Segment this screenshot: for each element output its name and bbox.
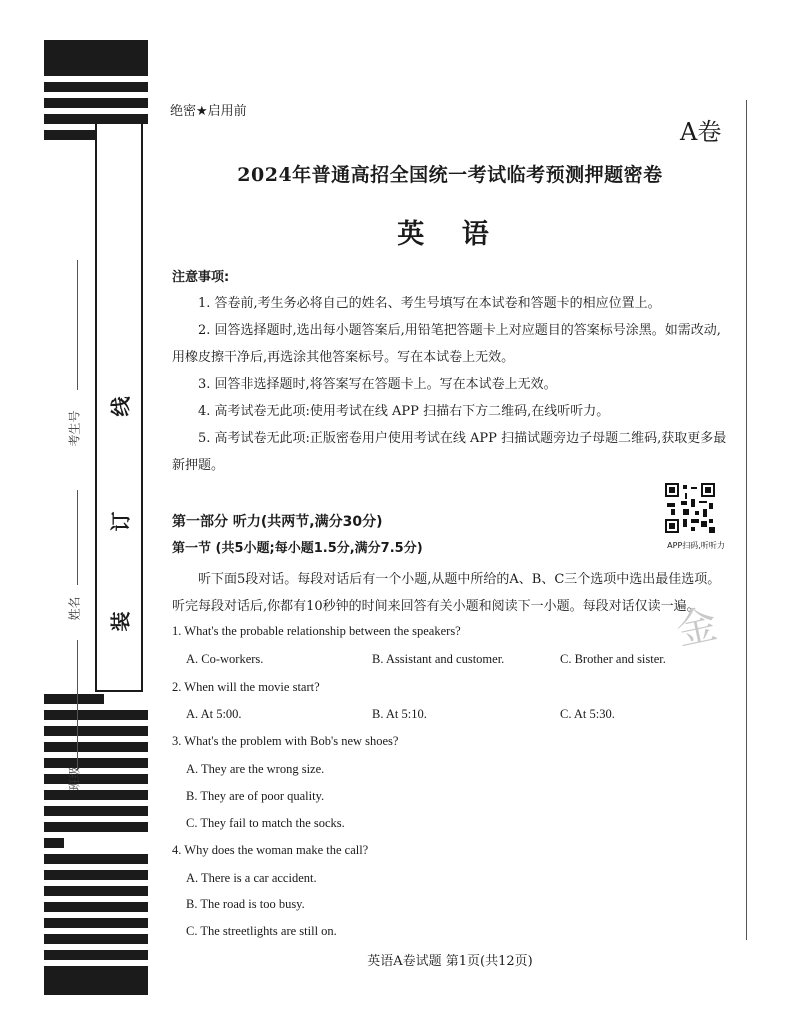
stripe bbox=[44, 902, 148, 912]
margin-rule bbox=[746, 100, 747, 940]
stripe bbox=[44, 774, 148, 784]
option-b: B. Assistant and customer. bbox=[372, 652, 505, 666]
stripe bbox=[44, 790, 148, 800]
stripe bbox=[44, 934, 148, 944]
notice-item: 1. 答卷前,考生务必将自己的姓名、考生号填写在本试卷和答题卡的相应位置上。 bbox=[198, 296, 661, 311]
binding-char-xian: 线 bbox=[108, 396, 133, 417]
option-c: C. At 5:30. bbox=[560, 707, 615, 721]
listening-instructions: 听下面5段对话。每段对话后有一个小题,从题中所给的A、B、C三个选项中选出最佳选项。听完每段对话后,你都有10秒钟的时间来回答有关小题和阅读下一小题。每段对话仅读一遍。 bbox=[172, 572, 721, 614]
student-id-label: 考生号 bbox=[67, 410, 82, 447]
option-c: C. The streetlights are still on. bbox=[186, 924, 337, 938]
stripe bbox=[44, 742, 148, 752]
watermark-stamp: 金 bbox=[672, 601, 722, 655]
stripe bbox=[44, 710, 148, 720]
binding-char-zhuang: 装 bbox=[108, 611, 133, 632]
notice-list bbox=[172, 290, 732, 479]
stripe bbox=[44, 886, 148, 896]
stripe bbox=[44, 854, 148, 864]
option-b: B. They are of poor quality. bbox=[186, 789, 325, 803]
stripe bbox=[44, 726, 148, 736]
name-line bbox=[77, 490, 78, 585]
binding-char-ding: 订 bbox=[108, 511, 133, 532]
stripe bbox=[44, 806, 148, 816]
notice-heading: 注意事项: bbox=[172, 270, 230, 285]
question-stem: 3. What's the problem with Bob's new shoes? bbox=[172, 734, 399, 748]
qr-code-icon[interactable] bbox=[665, 483, 715, 533]
notice-item: 2. 回答选择题时,选出每小题答案后,用铅笔把答题卡上对应题目的答案标号涂黑。如需改动,用橡皮擦干净后,再选涂其他答案标号。写在本试卷上无效。 bbox=[172, 323, 721, 365]
name-label: 姓名 bbox=[67, 596, 82, 621]
stripe bbox=[44, 966, 148, 995]
student-id-line bbox=[77, 260, 78, 390]
option-b: B. At 5:10. bbox=[372, 707, 427, 721]
stripe bbox=[44, 82, 148, 92]
notice-item: 3. 回答非选择题时,将答案写在答题卡上。写在本试卷上无效。 bbox=[198, 377, 557, 392]
confidential-label: 绝密★启用前 bbox=[170, 104, 247, 119]
option-a: A. They are the wrong size. bbox=[186, 762, 325, 776]
stripe bbox=[44, 950, 148, 960]
question-stem: 2. When will the movie start? bbox=[172, 680, 320, 694]
page-footer: 英语A卷试题 第1页(共12页) bbox=[367, 954, 533, 969]
exam-title: 2024年普通高招全国统一考试临考预测押题密卷 bbox=[237, 164, 663, 186]
stripe bbox=[44, 98, 148, 108]
stripe bbox=[44, 822, 148, 832]
binding-block-top bbox=[44, 40, 148, 76]
option-a: A. At 5:00. bbox=[186, 707, 242, 721]
stripe bbox=[44, 838, 64, 848]
stripe bbox=[44, 870, 148, 880]
option-b: B. The road is too busy. bbox=[186, 897, 305, 911]
stripe bbox=[44, 694, 104, 704]
subject-title: 英 语 bbox=[397, 219, 503, 250]
stripe bbox=[44, 918, 148, 928]
option-c: C. They fail to match the socks. bbox=[186, 816, 345, 830]
qr-caption: APP扫码,听听力 bbox=[667, 541, 725, 550]
class-label: 班级 bbox=[67, 766, 82, 791]
binding-box bbox=[95, 122, 143, 692]
option-a: A. Co-workers. bbox=[186, 652, 264, 666]
option-c: C. Brother and sister. bbox=[560, 652, 666, 666]
question-stem: 4. Why does the woman make the call? bbox=[172, 843, 369, 857]
volume-label: A卷 bbox=[680, 118, 722, 146]
notice-item: 5. 高考试卷无此项:正版密卷用户使用考试在线 APP 扫描试题旁边子母题二维码,获取更多最新押题。 bbox=[172, 431, 727, 473]
class-line bbox=[77, 640, 78, 770]
stripe bbox=[44, 758, 148, 768]
binding-gap bbox=[44, 76, 148, 80]
notice-item: 4. 高考试卷无此项:使用考试在线 APP 扫描右下方二维码,在线听听力。 bbox=[198, 404, 610, 419]
part-heading: 第一部分 听力(共两节,满分30分) bbox=[172, 514, 383, 530]
option-a: A. There is a car accident. bbox=[186, 871, 317, 885]
section-heading: 第一节 (共5小题;每小题1.5分,满分7.5分) bbox=[172, 541, 423, 556]
question-stem: 1. What's the probable relationship between the speakers? bbox=[172, 624, 461, 638]
